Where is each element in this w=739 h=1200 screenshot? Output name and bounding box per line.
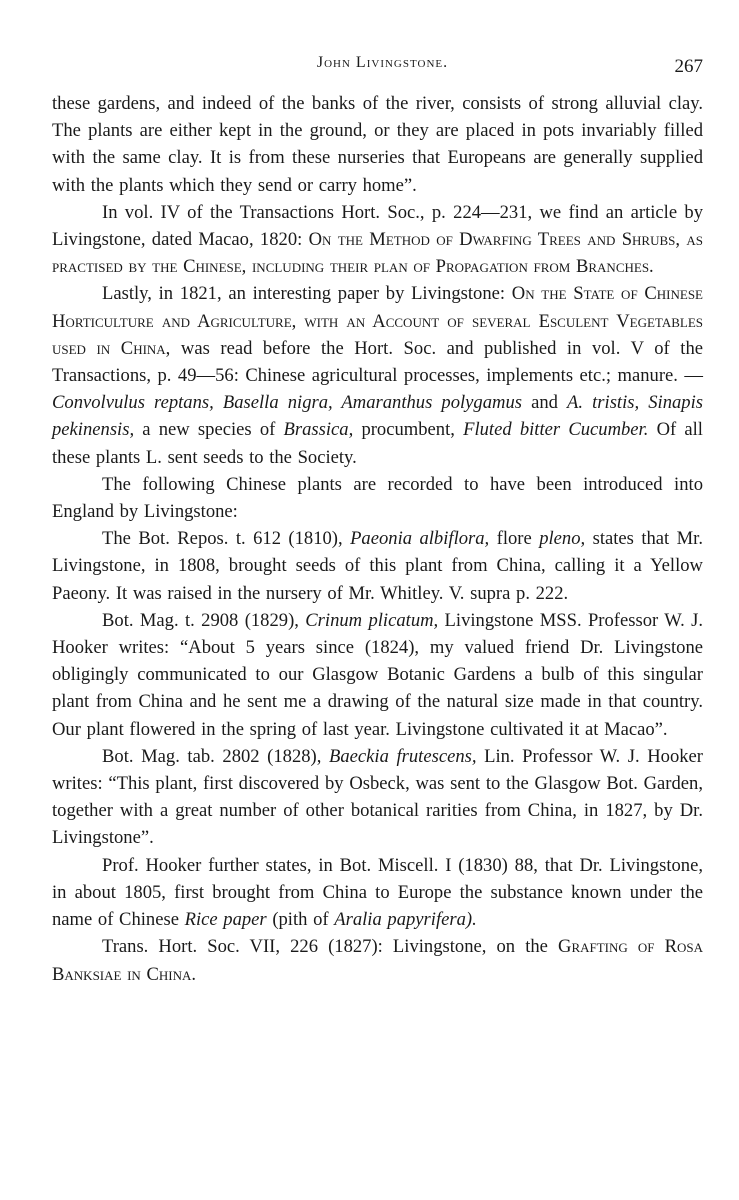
- article-title: On the Method of Dwarfing Trees and Shrubs, as practised by the Chinese, including their plan of Propagation from Branches.: [52, 229, 703, 278]
- paragraph-text: was read before the Hort. Soc. and published in vol. V of the Transactions, p. 49—56: Chinese agricultural processes, implements etc.; manure. —: [52, 337, 703, 387]
- paragraph-text: procumbent,: [353, 419, 464, 441]
- page-number: 267: [674, 56, 703, 77]
- paragraph-text: The Bot. Repos. t. 612 (1810),: [102, 528, 351, 550]
- paragraph-text: these gardens, and indeed of the banks of the river, consists of strong alluvial clay. The plants are either kept in the ground, or they are placed in pots invariably filled with the same clay. It is from these nurseries that Europeans are generally supplied with the plants which they send or carry home”.: [52, 93, 703, 196]
- paragraph-following-plants: [52, 471, 703, 525]
- paragraph-text: The following Chinese plants are recorded to have been introduced into England by Livingstone:: [52, 473, 703, 523]
- body-text: [52, 90, 703, 988]
- species-names: Crinum plicatum,: [305, 609, 439, 631]
- species-names: Brassica,: [283, 419, 354, 441]
- paragraph-text: Trans. Hort. Soc. VII, 226 (1827): Livingstone, on the: [102, 936, 559, 958]
- paragraph-lastly-1821: [52, 280, 703, 470]
- paragraph-text: Lin. Professor W. J. Hooker writes: “This plant, first discovered by Osbeck, was sent to the Glasgow Bot. Garden, together with a great number of other botanical rarities from China, in 1827, by Dr. Livingstone”.: [52, 745, 703, 849]
- paragraph-text: In vol. IV of the Transactions Hort. Soc., p. 224—231, we find an article by Livingstone, dated Macao, 1820:: [52, 201, 703, 251]
- paragraph-text: states that Mr. Livingstone, in 1808, brought seeds of this plant from China, calling it a Yellow Paeony. It was raised in the nursery of Mr. Whitley. V. supra p. 222.: [52, 528, 703, 604]
- paragraph-transactions-vol-iv: [52, 199, 703, 281]
- article-title: On the State of Chinese Horticulture and Agriculture, with an Account of several Esculent Vegetables used in China,: [52, 283, 703, 359]
- species-names: Baeckia frutescens,: [329, 745, 477, 767]
- species-names: pleno,: [539, 528, 586, 550]
- paragraph-text: Livingstone MSS. Professor W. J. Hooker writes: “About 5 years since (1824), my valued friend Dr. Livingstone obligingly communicated to our Glasgow Botanic Gardens a bulb of this singular plant from China and he sent me a drawing of the natural size made in that country. Our plant flowered in the spring of last year. Livingstone cultivated it at Macao”.: [52, 609, 703, 740]
- species-names: Rice paper: [184, 909, 267, 931]
- paragraph-prof-hooker: [52, 852, 703, 934]
- paragraph-continuation: [52, 90, 703, 199]
- article-title: Grafting of Rosa Banksiae in China.: [52, 936, 703, 985]
- paragraph-bot-mag-2802: [52, 743, 703, 852]
- paragraph-bot-mag-2908: [52, 607, 703, 743]
- species-names: A. tristis, Sinapis pekinensis,: [52, 392, 703, 441]
- paragraph-trans-hort-soc: [52, 933, 703, 987]
- paragraph-text: Lastly, in 1821, an interesting paper by Livingstone:: [102, 283, 512, 305]
- paragraph-text: Bot. Mag. t. 2908 (1829),: [102, 609, 306, 631]
- paragraph-bot-repos: [52, 525, 703, 607]
- species-names: Paeonia albiflora,: [350, 528, 490, 550]
- species-names: Convolvulus reptans, Basella nigra, Amaranthus polygamus: [52, 392, 522, 414]
- paragraph-text: and: [522, 392, 568, 414]
- paragraph-text: a new species of: [134, 419, 284, 441]
- paragraph-text: Bot. Mag. tab. 2802 (1828),: [102, 745, 329, 767]
- species-names: Aralia papyrifera).: [334, 909, 477, 931]
- running-title: John Livingstone.: [316, 54, 449, 71]
- running-header: [52, 52, 703, 90]
- species-names: Fluted bitter Cucumber.: [463, 419, 649, 441]
- paragraph-text: Of all these plants L. sent seeds to the Society.: [52, 419, 703, 468]
- paragraph-text: flore: [489, 528, 540, 550]
- paragraph-text: (pith of: [266, 909, 335, 931]
- paragraph-text: Prof. Hooker further states, in Bot. Miscell. I (1830) 88, that Dr. Livingstone, in about 1805, first brought from China to Europe the substance known under the name of Chinese: [52, 854, 703, 931]
